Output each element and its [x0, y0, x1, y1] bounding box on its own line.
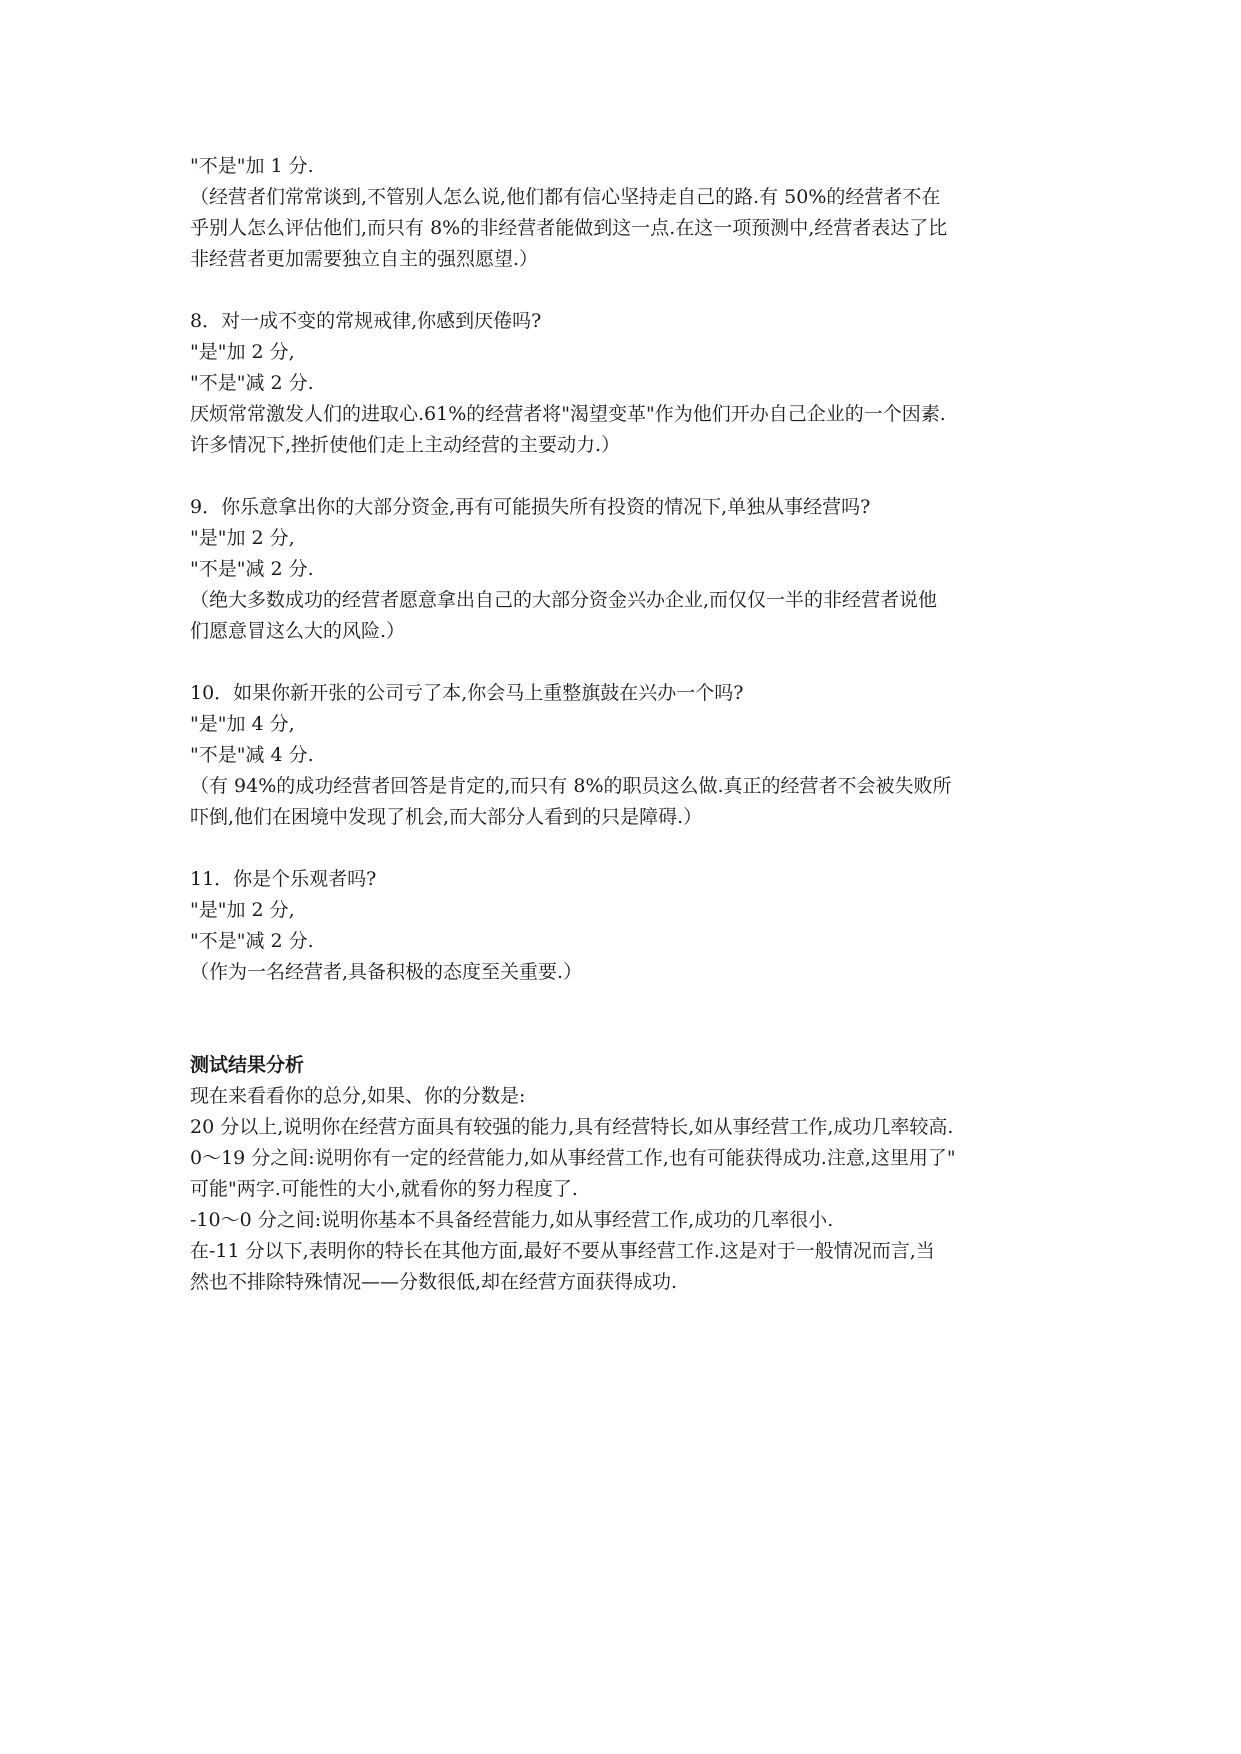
- analysis-line: 在-11 分以下,表明你的特长在其他方面,最好不要从事经营工作.这是对于一般情况而言,当: [190, 1240, 935, 1262]
- analysis-line: 现在来看看你的总分,如果、你的分数是:: [190, 1085, 526, 1107]
- question-text: 11．你是个乐观者吗?: [190, 868, 377, 890]
- question-text: 8．对一成不变的常规戒律,你感到厌倦吗?: [190, 310, 542, 332]
- section-spacer: [190, 988, 1070, 1050]
- explanation-line: （有 94%的成功经营者回答是肯定的,而只有 8%的职员这么做.真正的经营者不会被失败所: [190, 775, 952, 797]
- paragraph-spacer: [190, 647, 1070, 678]
- no-score: "不是"减 2 分.: [190, 372, 314, 394]
- no-score: "不是"减 2 分.: [190, 930, 314, 952]
- yes-score: "是"加 2 分,: [190, 899, 295, 921]
- question-10: [190, 678, 1070, 833]
- question-9: [190, 492, 1070, 647]
- analysis-line: 然也不排除特殊情况——分数很低,却在经营方面获得成功.: [190, 1271, 678, 1293]
- explanation-line: 非经营者更加需要独立自主的强烈愿望.）: [190, 248, 539, 270]
- score-line: "不是"加 1 分.: [190, 155, 314, 177]
- explanation-line: 吓倒,他们在困境中发现了机会,而大部分人看到的只是障碍.）: [190, 806, 703, 828]
- section-heading: 测试结果分析: [190, 1054, 305, 1076]
- analysis-section: [190, 1050, 1070, 1298]
- analysis-line: 0～19 分之间:说明你有一定的经营能力,如从事经营工作,也有可能获得成功.注意,这里用了": [190, 1147, 956, 1169]
- explanation-line: （作为一名经营者,具备积极的态度至关重要.）: [190, 961, 583, 983]
- explanation-line: 乎别人怎么评估他们,而只有 8%的非经营者能做到这一点.在这一项预测中,经营者表达了比: [190, 217, 948, 239]
- analysis-line: 20 分以上,说明你在经营方面具有较强的能力,具有经营特长,如从事经营工作,成功几率较高.: [190, 1116, 954, 1138]
- no-score: "不是"减 2 分.: [190, 558, 314, 580]
- document-page: [190, 151, 1070, 1298]
- explanation-line: （绝大多数成功的经营者愿意拿出自己的大部分资金兴办企业,而仅仅一半的非经营者说他: [190, 589, 938, 611]
- intro-section: [190, 151, 1070, 275]
- explanation-line: 许多情况下,挫折使他们走上主动经营的主要动力.）: [190, 434, 621, 456]
- question-11: [190, 864, 1070, 988]
- yes-score: "是"加 2 分,: [190, 341, 295, 363]
- explanation-line: 厌烦常常激发人们的进取心.61%的经营者将"渴望变革"作为他们开办自己企业的一个因素.: [190, 403, 946, 425]
- explanation-line: （经营者们常常谈到,不管别人怎么说,他们都有信心坚持走自己的路.有 50%的经营者不在: [190, 186, 941, 208]
- analysis-line: -10～0 分之间:说明你基本不具备经营能力,如从事经营工作,成功的几率很小.: [190, 1209, 834, 1231]
- yes-score: "是"加 2 分,: [190, 527, 295, 549]
- analysis-line: 可能"两字.可能性的大小,就看你的努力程度了.: [190, 1178, 578, 1200]
- paragraph-spacer: [190, 833, 1070, 864]
- paragraph-spacer: [190, 461, 1070, 492]
- explanation-line: 们愿意冒这么大的风险.）: [190, 620, 406, 642]
- question-8: [190, 306, 1070, 461]
- question-text: 10．如果你新开张的公司亏了本,你会马上重整旗鼓在兴办一个吗?: [190, 682, 744, 704]
- question-text: 9．你乐意拿出你的大部分资金,再有可能损失所有投资的情况下,单独从事经营吗?: [190, 496, 871, 518]
- paragraph-spacer: [190, 275, 1070, 306]
- yes-score: "是"加 4 分,: [190, 713, 295, 735]
- no-score: "不是"减 4 分.: [190, 744, 314, 766]
